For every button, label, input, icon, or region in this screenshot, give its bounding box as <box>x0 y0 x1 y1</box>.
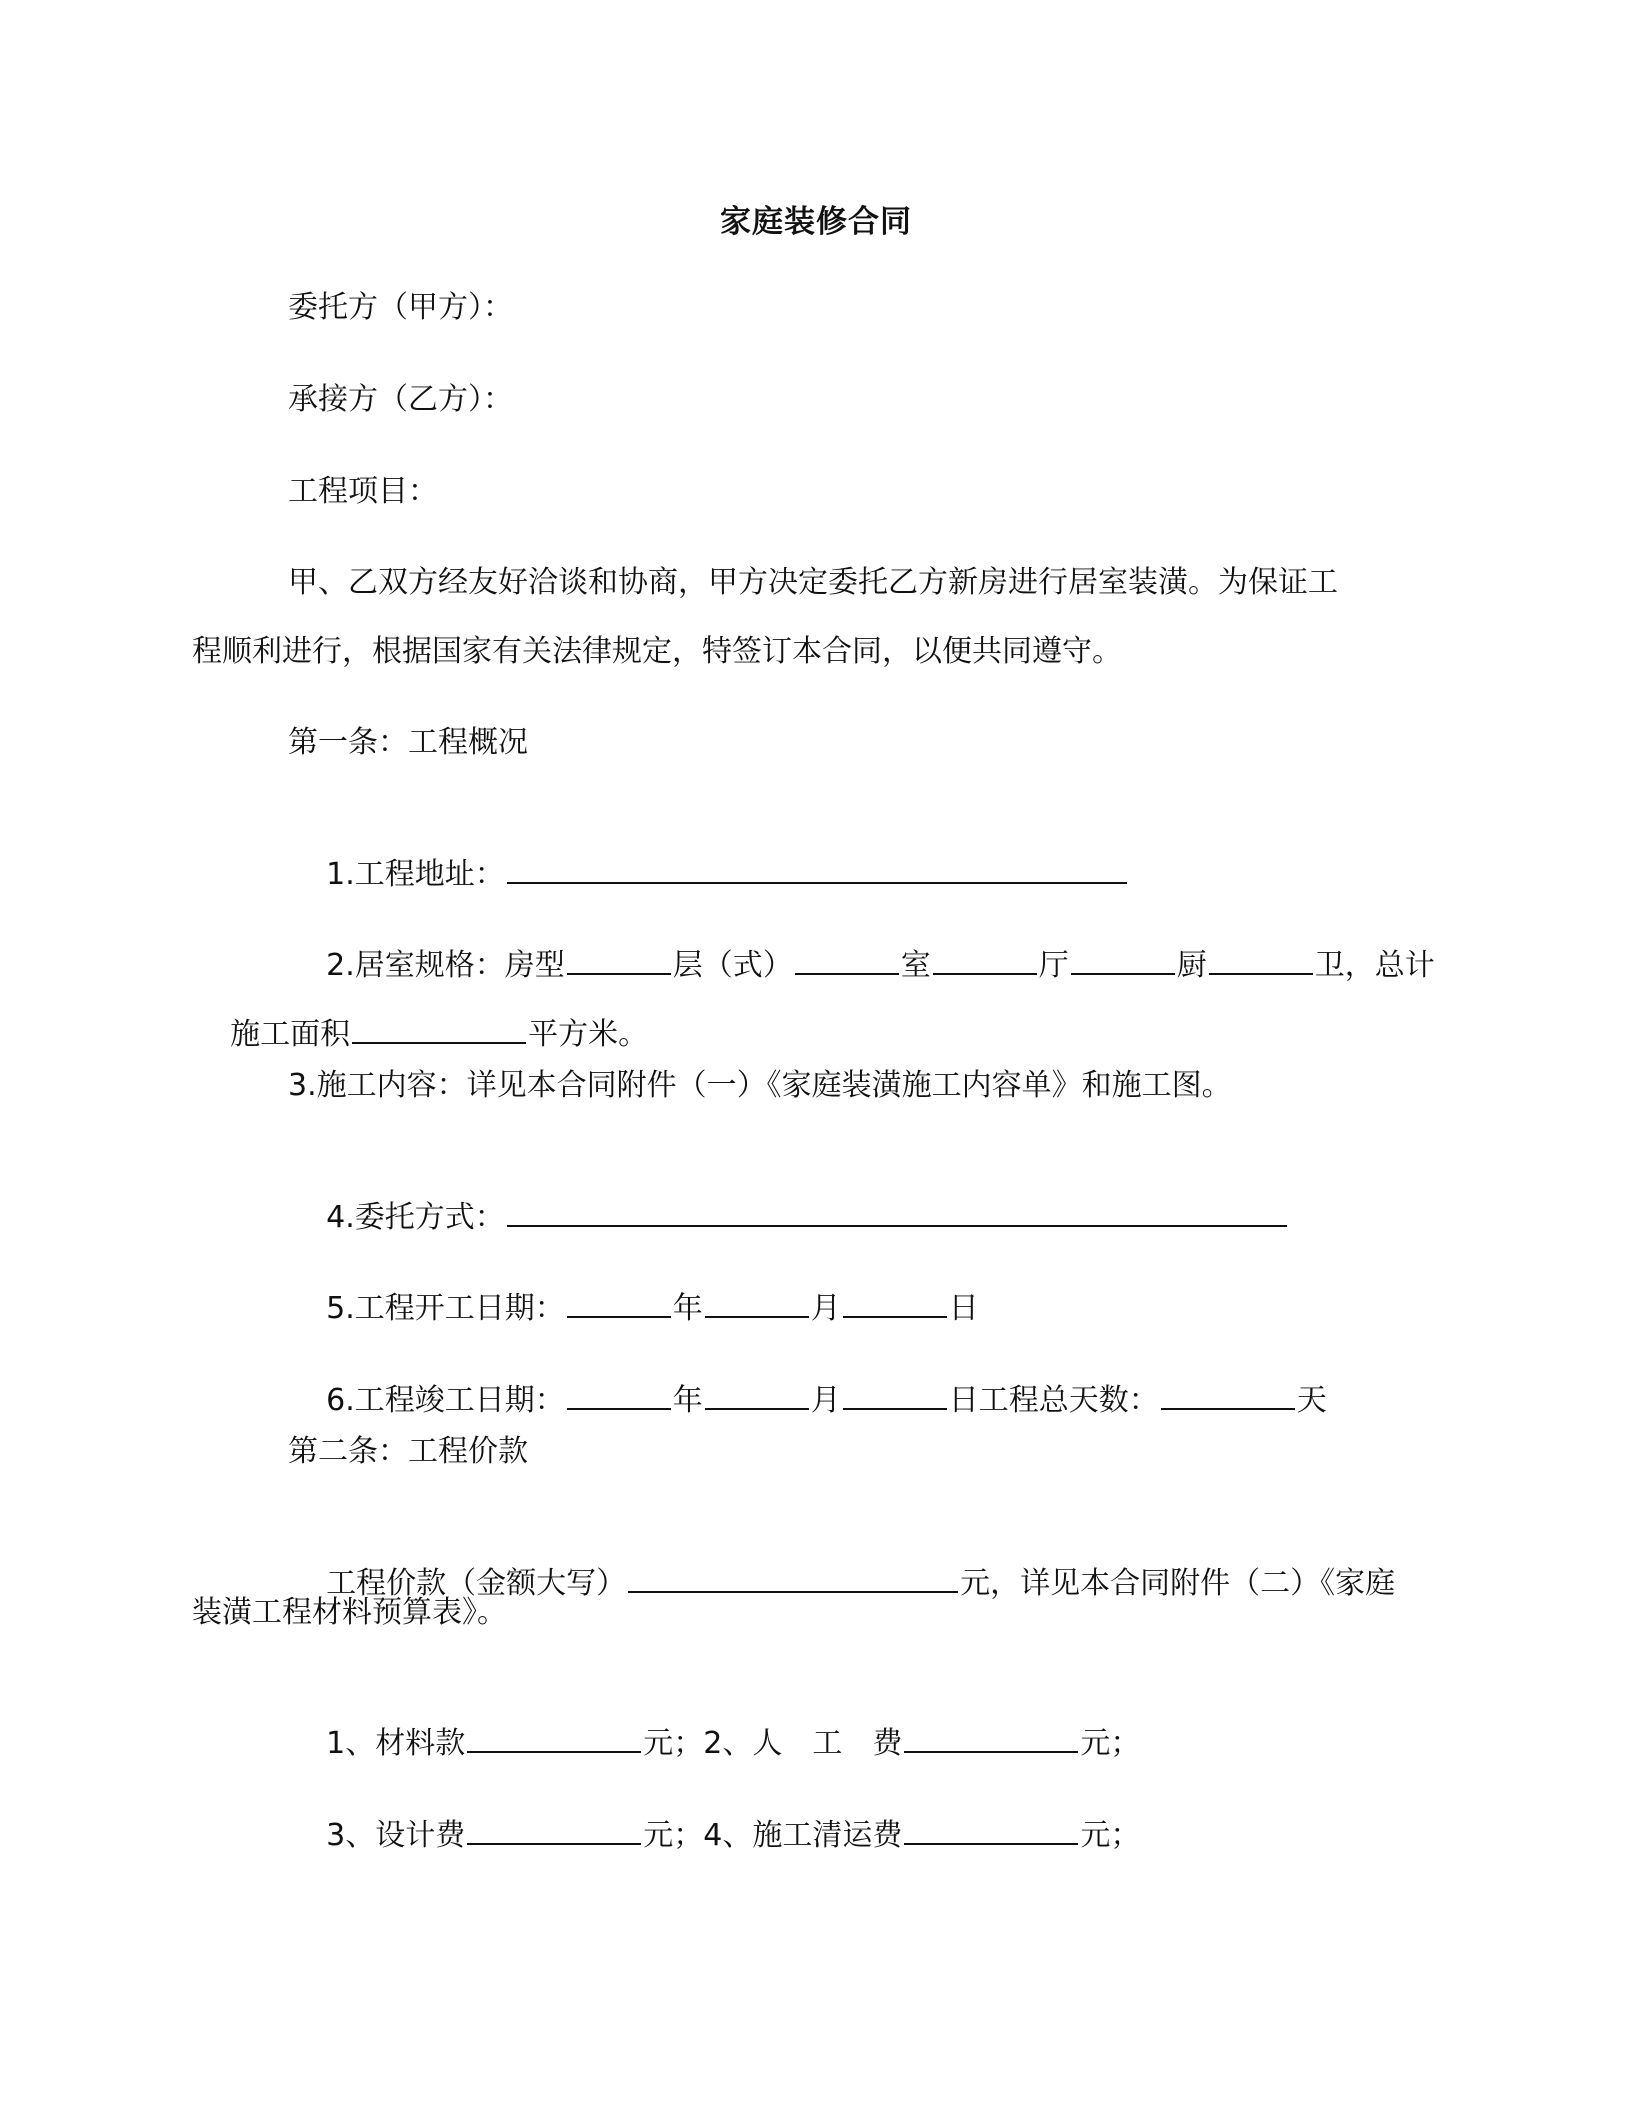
start-day-blank <box>843 1290 947 1318</box>
fee-1-unit: 元； <box>643 1726 704 1761</box>
item-2-ceng: 层（式） <box>672 948 793 983</box>
halls-blank <box>933 947 1037 975</box>
area-blank <box>352 1016 526 1044</box>
item-5-label: 5.工程开工日期： <box>326 1291 565 1326</box>
design-fee-blank <box>467 1817 641 1845</box>
item-4-label: 4.委托方式： <box>326 1200 505 1235</box>
party-a-line: 委托方（甲方）： <box>288 290 513 325</box>
intro-line-1: 甲、乙双方经友好洽谈和协商，甲方决定委托乙方新房进行居室装潢。为保证工 <box>288 565 1338 600</box>
bathrooms-blank <box>1209 947 1313 975</box>
start-year-label: 年 <box>672 1291 703 1326</box>
article-2-heading: 第二条：工程价款 <box>288 1434 528 1469</box>
project-line: 工程项目： <box>288 474 438 509</box>
article-1-heading: 第一条：工程概况 <box>288 725 528 760</box>
document-title: 家庭装修合同 <box>720 204 912 240</box>
item-3-content: 3.施工内容：详见本合同附件（一）《家庭装潢施工内容单》和施工图。 <box>288 1068 1232 1103</box>
rooms-blank <box>795 947 899 975</box>
fee-2-label: 2、人 工 费 <box>703 1726 903 1761</box>
start-month-blank <box>705 1290 809 1318</box>
end-month-label: 月 <box>810 1383 841 1418</box>
material-fee-blank <box>467 1725 641 1753</box>
item-2-area-suffix: 平方米。 <box>528 1017 649 1052</box>
end-year-blank <box>567 1382 671 1410</box>
item-6-total-label: 日工程总天数： <box>948 1383 1159 1418</box>
item-2-area-prefix: 施工面积 <box>230 1017 351 1052</box>
price-amount-blank <box>628 1565 958 1593</box>
address-blank <box>507 856 1127 884</box>
fee-line-2 <box>288 1776 1140 1896</box>
item-2-shi: 室 <box>900 948 931 983</box>
item-2-wei: 卫，总计 <box>1314 948 1435 983</box>
floor-type-blank <box>567 947 671 975</box>
labor-fee-blank <box>904 1725 1078 1753</box>
intro-line-2: 程顺利进行，根据国家有关法律规定，特签订本合同，以便共同遵守。 <box>192 634 1122 669</box>
end-day-blank <box>843 1382 947 1410</box>
item-2-ting: 厅 <box>1038 948 1069 983</box>
price-prefix: 工程价款（金额大写） <box>326 1566 627 1601</box>
fee-3-unit: 元； <box>643 1818 704 1853</box>
item-6-label: 6.工程竣工日期： <box>326 1383 565 1418</box>
start-month-label: 月 <box>810 1291 841 1326</box>
fee-3-label: 3、设计费 <box>326 1818 466 1853</box>
price-line-2: 装潢工程材料预算表》。 <box>192 1595 507 1630</box>
start-year-blank <box>567 1290 671 1318</box>
kitchens-blank <box>1071 947 1175 975</box>
clearance-fee-blank <box>904 1817 1078 1845</box>
item-2-chu: 厨 <box>1176 948 1207 983</box>
item-1-label: 1.工程地址： <box>326 857 505 892</box>
fee-1-label: 1、材料款 <box>326 1726 466 1761</box>
party-b-line: 承接方（乙方）： <box>288 382 513 417</box>
item-2-prefix: 2.居室规格：房型 <box>326 948 565 983</box>
method-blank <box>507 1199 1287 1227</box>
start-day-label: 日 <box>948 1291 979 1326</box>
item-6-days-unit: 天 <box>1296 1383 1327 1418</box>
total-days-blank <box>1161 1382 1295 1410</box>
end-year-label: 年 <box>672 1383 703 1418</box>
fee-4-label: 4、施工清运费 <box>703 1818 903 1853</box>
fee-2-unit: 元； <box>1080 1726 1141 1761</box>
price-suffix: 元，详见本合同附件（二）《家庭 <box>960 1566 1396 1601</box>
end-month-blank <box>705 1382 809 1410</box>
fee-4-unit: 元； <box>1080 1818 1141 1853</box>
